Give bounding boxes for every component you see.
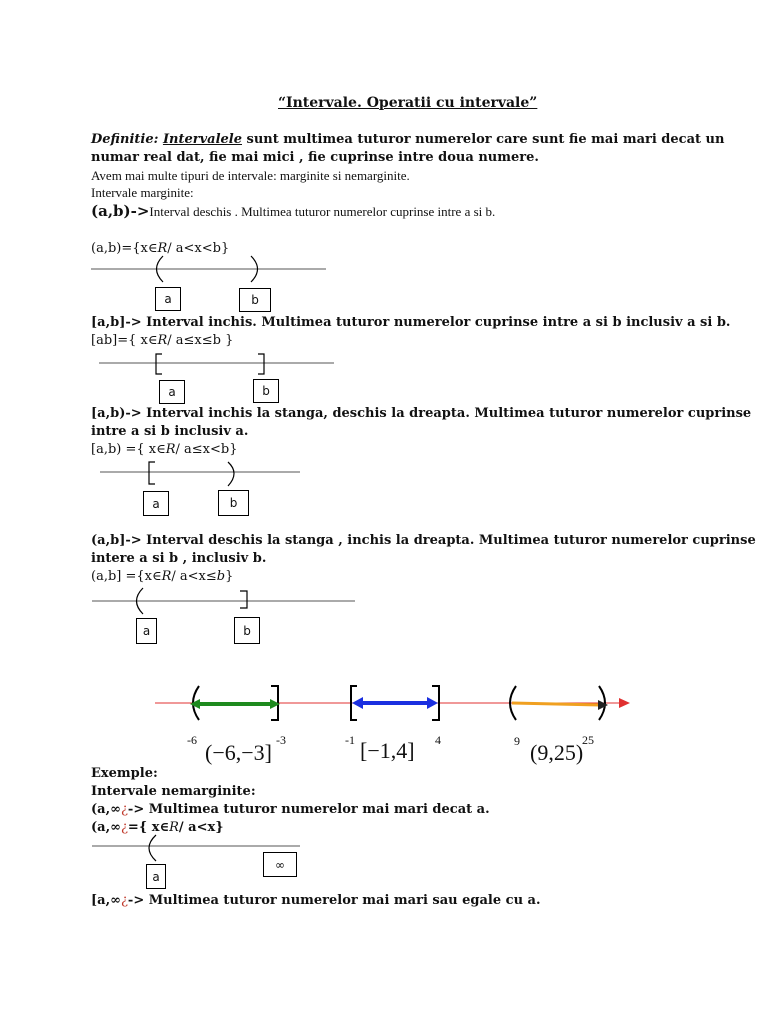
example-3-right-paren: [599, 686, 605, 720]
example-3-segment: [512, 703, 600, 705]
open-right-paren: [251, 256, 258, 282]
unbounded-open-post: -> Multimea tuturor numerelor mai mari decat a.: [127, 802, 490, 817]
unbounded-formula-mid: ={ x∈: [127, 820, 170, 835]
example-1-right-bracket: [271, 686, 278, 720]
unbounded-closed-pre: [a,∞: [91, 893, 121, 908]
page-title: [278, 95, 537, 112]
unbounded-formula-glyph: ¿: [120, 820, 128, 835]
page-title-text: “Intervale. Operatii cu intervale”: [278, 95, 538, 111]
open-formula-R: R: [157, 241, 168, 256]
interval-label-3: (9,25): [530, 740, 584, 765]
left-closed-formula: [91, 441, 238, 458]
unbounded-label-a: a: [146, 864, 166, 889]
tick-label-4: 4: [435, 733, 441, 747]
open-interval-def: [91, 203, 495, 221]
right-closed-label-a: a: [136, 618, 157, 644]
example-2-arrow-left: [352, 697, 363, 709]
right-closed-formula-R: R: [161, 569, 172, 584]
left-closed-def-2: intre a si b inclusiv a.: [91, 424, 249, 439]
interval-label-1: (−6,−3]: [205, 740, 272, 765]
bounded-heading: Intervale marginite:: [91, 185, 194, 200]
example-3-arrow-right: [598, 700, 608, 710]
right-closed-formula-b: b: [216, 569, 226, 584]
right-closed-label-b: b: [234, 617, 260, 644]
types-line: Avem mai multe tipuri de intervale: marginite si nemarginite.: [91, 168, 410, 183]
definition-term: Intervalele: [162, 132, 242, 147]
open-notation: (a,b)->: [91, 202, 150, 220]
left-closed-paren: [228, 462, 234, 486]
interval-label-2: [−1,4]: [360, 738, 415, 763]
closed-formula: [91, 332, 233, 349]
unbounded-open-formula: [91, 819, 224, 836]
definition-line-2: numar real dat, fie mai mici , fie cuprinse intre doua numere.: [91, 150, 539, 165]
example-1-arrow-left: [190, 699, 200, 709]
unbounded-formula-pre: (a,∞: [91, 820, 121, 835]
right-closed-formula-pre: (a,b] ={x∈: [91, 569, 162, 584]
example-2-arrow-right: [427, 697, 438, 709]
unbounded-open-glyph: ¿: [120, 802, 128, 817]
unbounded-closed-def: [91, 892, 541, 909]
open-label-a: a: [155, 287, 181, 311]
left-closed-def-1: [a,b)-> Interval inchis la stanga, deschis la dreapta. Multimea tuturor numerelor cuprinse: [91, 406, 752, 421]
unbounded-paren: [149, 835, 156, 861]
tick-label-9: 9: [514, 734, 520, 748]
tick-label-neg6: -6: [187, 733, 197, 747]
example-3-left-paren: [510, 686, 516, 720]
left-closed-formula-post: / a≤x<b}: [175, 442, 238, 457]
unbounded-open-pre: (a,∞: [91, 802, 121, 817]
closed-label-b: b: [253, 379, 279, 403]
tick-label-25: 25: [582, 733, 594, 747]
open-label-b: b: [239, 288, 271, 312]
closed-right-bracket: [258, 354, 264, 374]
left-closed-label-a: a: [143, 491, 169, 516]
right-closed-bracket: [240, 591, 247, 608]
left-closed-formula-pre: [a,b) ={ x∈: [91, 442, 166, 457]
open-formula-post: / a<x<b}: [167, 241, 230, 256]
tick-label-neg3: -3: [276, 733, 286, 747]
open-formula: [91, 240, 229, 257]
closed-formula-post: / a≤x≤b }: [167, 333, 234, 348]
example-2-right-bracket: [432, 686, 439, 720]
right-closed-formula: [91, 568, 233, 585]
definition-line-1: [91, 131, 724, 148]
example-1-arrow-right: [270, 699, 280, 709]
closed-formula-pre: [ab]={ x∈: [91, 333, 158, 348]
right-closed-def-2: intere a si b , inclusiv b.: [91, 551, 267, 566]
right-closed-formula-post: / a<x≤: [171, 569, 217, 584]
definition-label: Definitie:: [91, 132, 159, 147]
unbounded-formula-R: R: [169, 820, 179, 835]
closed-formula-R: R: [157, 333, 168, 348]
right-closed-def-1: (a,b]-> Interval deschis la stanga , inchis la dreapta. Multimea tuturor numerelor cuprinse: [91, 533, 756, 548]
open-left-paren: [157, 256, 164, 282]
left-closed-bracket: [149, 462, 155, 484]
example-2-left-bracket: [351, 686, 357, 720]
closed-label-a: a: [159, 380, 185, 404]
open-formula-pre: (a,b)={x∈: [91, 241, 158, 256]
unbounded-closed-post: -> Multimea tuturor numerelor mai mari sau egale cu a.: [127, 893, 541, 908]
examples-heading: Exemple:: [91, 766, 158, 781]
right-closed-formula-close: }: [225, 569, 234, 584]
unbounded-closed-glyph: ¿: [120, 893, 128, 908]
open-desc: Interval deschis . Multimea tuturor numerelor cuprinse intre a si b.: [149, 204, 496, 219]
left-closed-label-b: b: [218, 490, 249, 516]
closed-interval-def: [a,b]-> Interval inchis. Multimea tuturor numerelor cuprinse intre a si b inclusiv a si b.: [91, 315, 731, 330]
right-closed-paren: [137, 588, 144, 614]
example-1-left-paren: [193, 686, 199, 720]
unbounded-heading: Intervale nemarginite:: [91, 784, 256, 799]
closed-left-bracket: [156, 354, 162, 374]
tick-label-neg1: -1: [345, 733, 355, 747]
left-closed-formula-R: R: [165, 442, 176, 457]
definition-text-1: sunt multimea tuturor numerelor care sunt fie mai mari decat un: [242, 132, 725, 147]
unbounded-open-def: [91, 801, 490, 818]
unbounded-label-inf: ∞: [263, 852, 297, 877]
unbounded-formula-post: / a<x}: [178, 820, 224, 835]
